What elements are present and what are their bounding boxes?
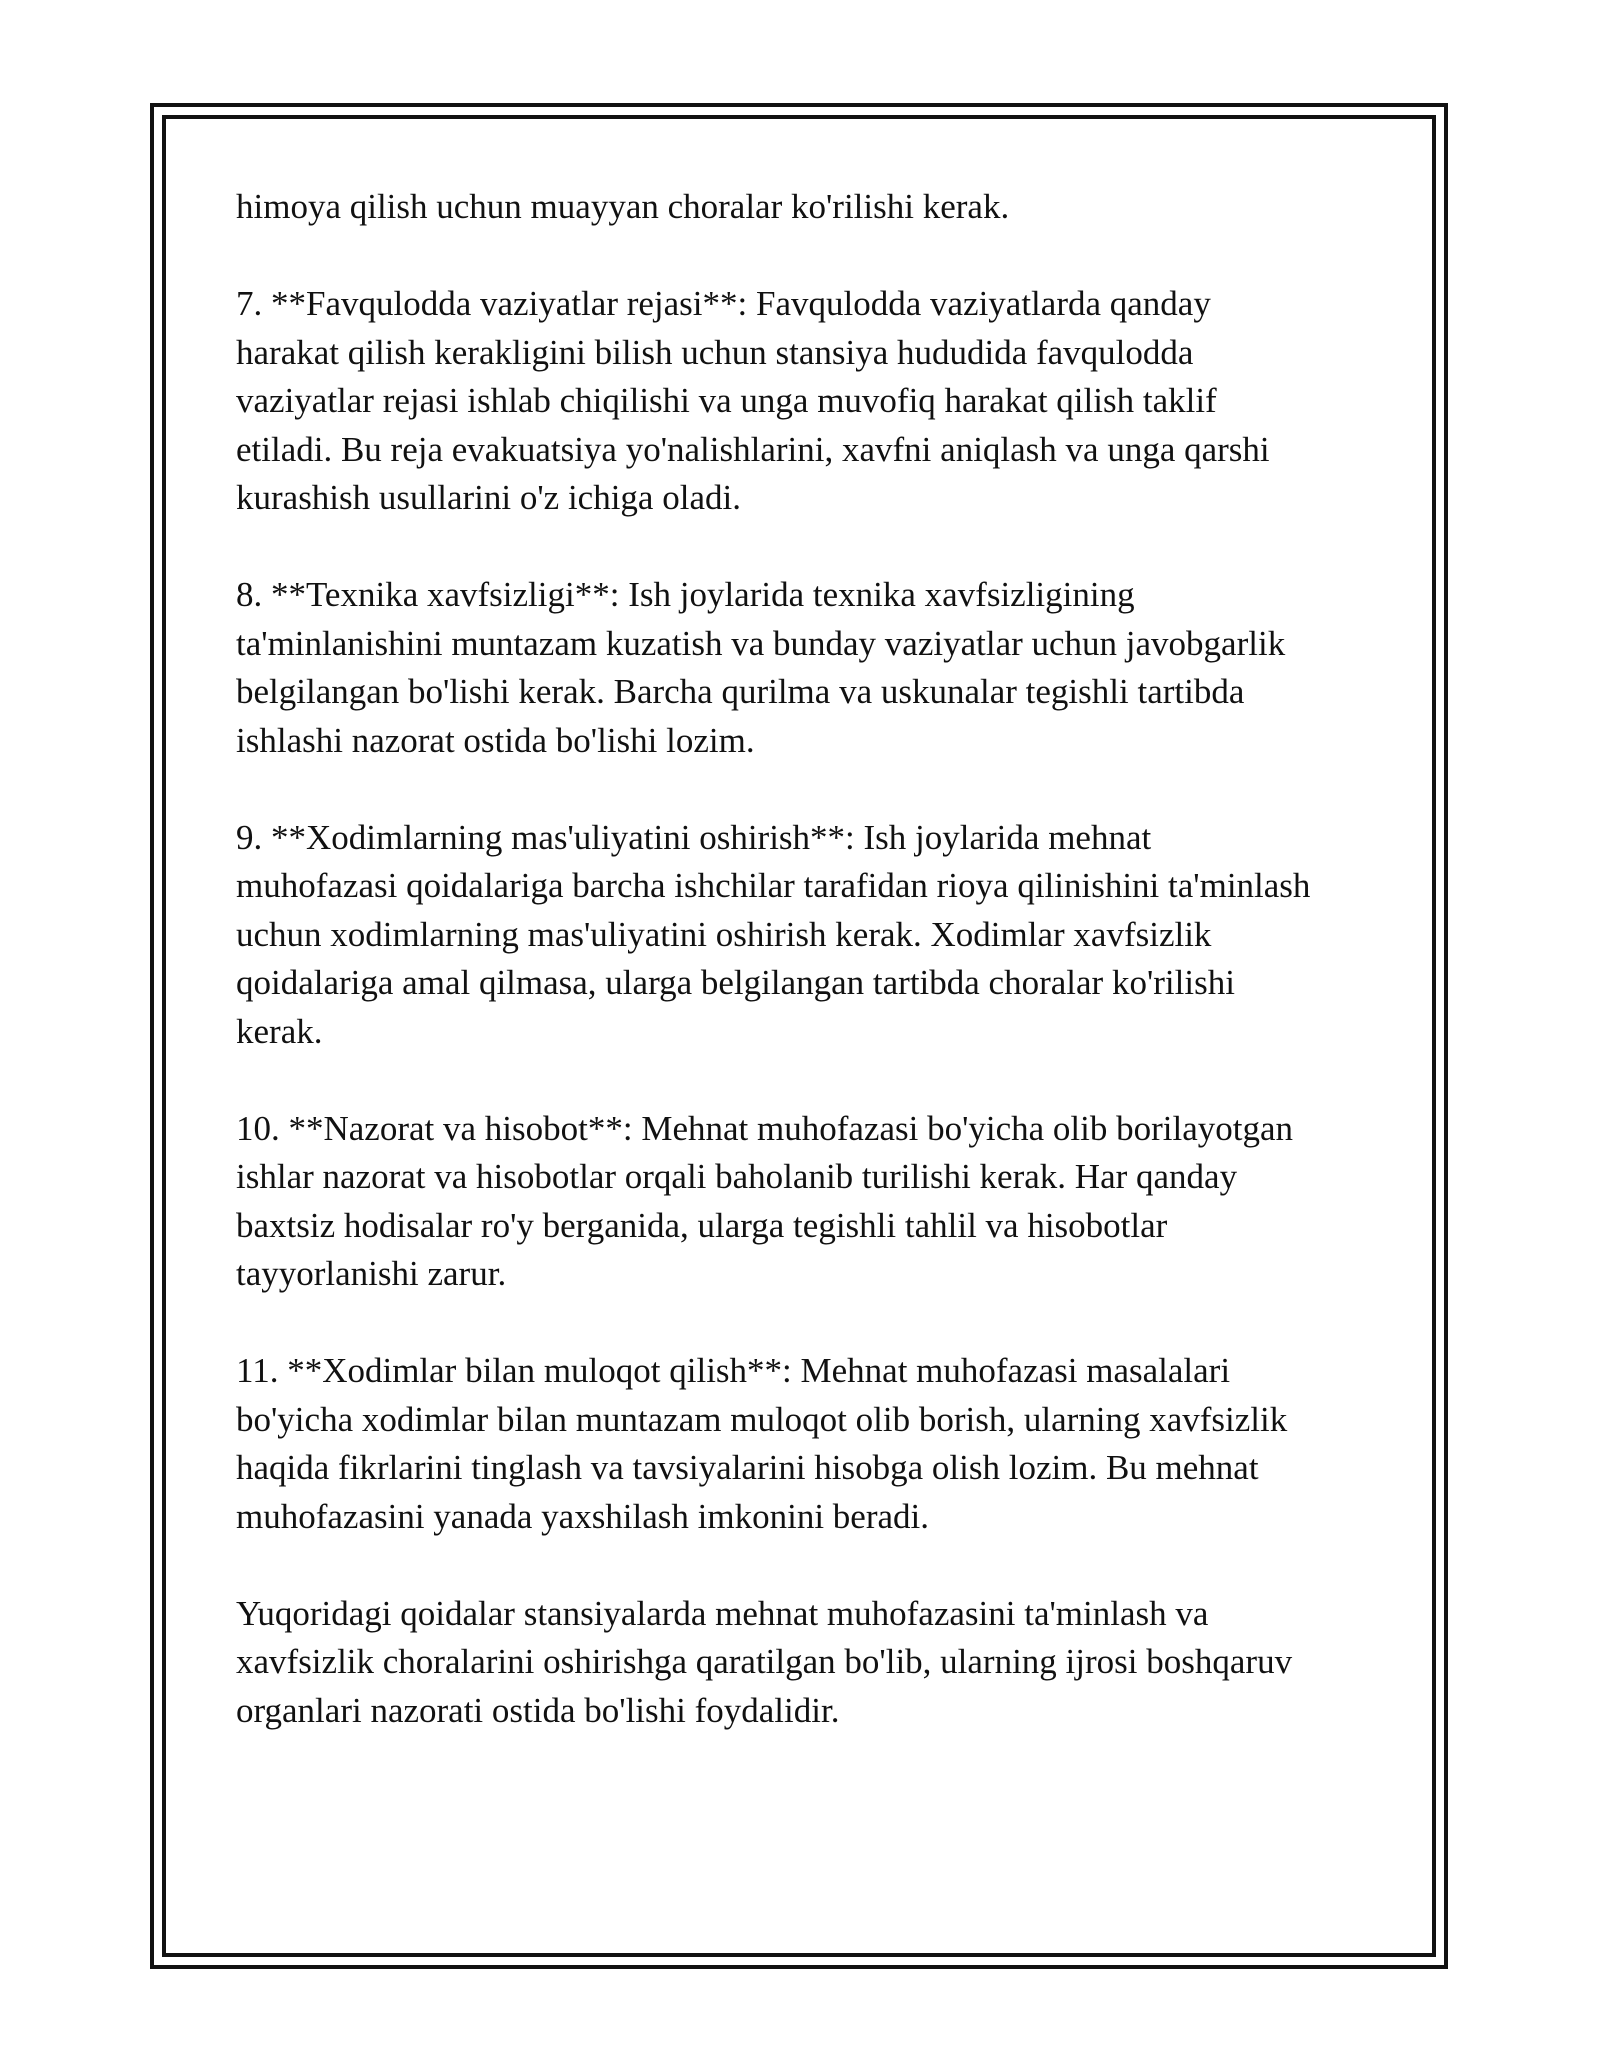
paragraph-continuation: himoya qilish uchun muayyan choralar ko'rilishi kerak. — [236, 187, 1010, 226]
paragraph-item-9: 9. **Xodimlarning mas'uliyatini oshirish**: Ish joylarida mehnat muhofazasi qoidalariga barcha ishchilar tarafidan rioya qilinishini ta'minlash uchun xodimlarning mas'uliyatini oshirish kerak. Xodimlar xavfsizlik qoidalariga amal qilmasa, ularga belgilangan tartibda choralar ko'rilishi kerak. — [236, 817, 1311, 1051]
paragraph-conclusion: Yuqoridagi qoidalar stansiyalarda mehnat muhofazasini ta'minlash va xavfsizlik choralarini oshirishga qaratilgan bo'lib, ularning ijrosi boshqaruv organlari nazorati ostida bo'lishi foydalidir. — [236, 1593, 1293, 1730]
paragraph-item-11: 11. **Xodimlar bilan muloqot qilish**: Mehnat muhofazasi masalalari bo'yicha xodimlar bilan muntazam muloqot olib borish, ularning xavfsizlik haqida fikrlarini tinglash va tavsiyalarini hisobga olish lozim. Bu mehnat muhofazasini yanada yaxshilash imkonini beradi. — [236, 1351, 1288, 1536]
paragraph-item-8: 8. **Texnika xavfsizligi**: Ish joylarida texnika xavfsizligining ta'minlanishini muntazam kuzatish va bunday vaziyatlar uchun javobgarlik belgilangan bo'lishi kerak. Barcha qurilma va uskunalar tegishli tartibda ishlashi nazorat ostida bo'lishi lozim. — [236, 575, 1286, 760]
document-body — [236, 183, 1366, 1784]
paragraph-item-10: 10. **Nazorat va hisobot**: Mehnat muhofazasi bo'yicha olib borilayotgan ishlar nazorat va hisobotlar orqali baholanib turilishi kerak. Har qanday baxtsiz hodisalar ro'y berganida, ularga tegishli tahlil va hisobotlar tayyorlanishi zarur. — [236, 1108, 1294, 1293]
paragraph-item-7: 7. **Favqulodda vaziyatlar rejasi**: Favqulodda vaziyatlarda qanday harakat qilish kerakligini bilish uchun stansiya hududida favqulodda vaziyatlar rejasi ishlab chiqilishi va unga muvofiq harakat qilish taklif etiladi. Bu reja evakuatsiya yo'nalishlarini, xavfni aniqlash va unga qarshi kurashish usullarini o'z ichiga oladi. — [236, 284, 1270, 517]
